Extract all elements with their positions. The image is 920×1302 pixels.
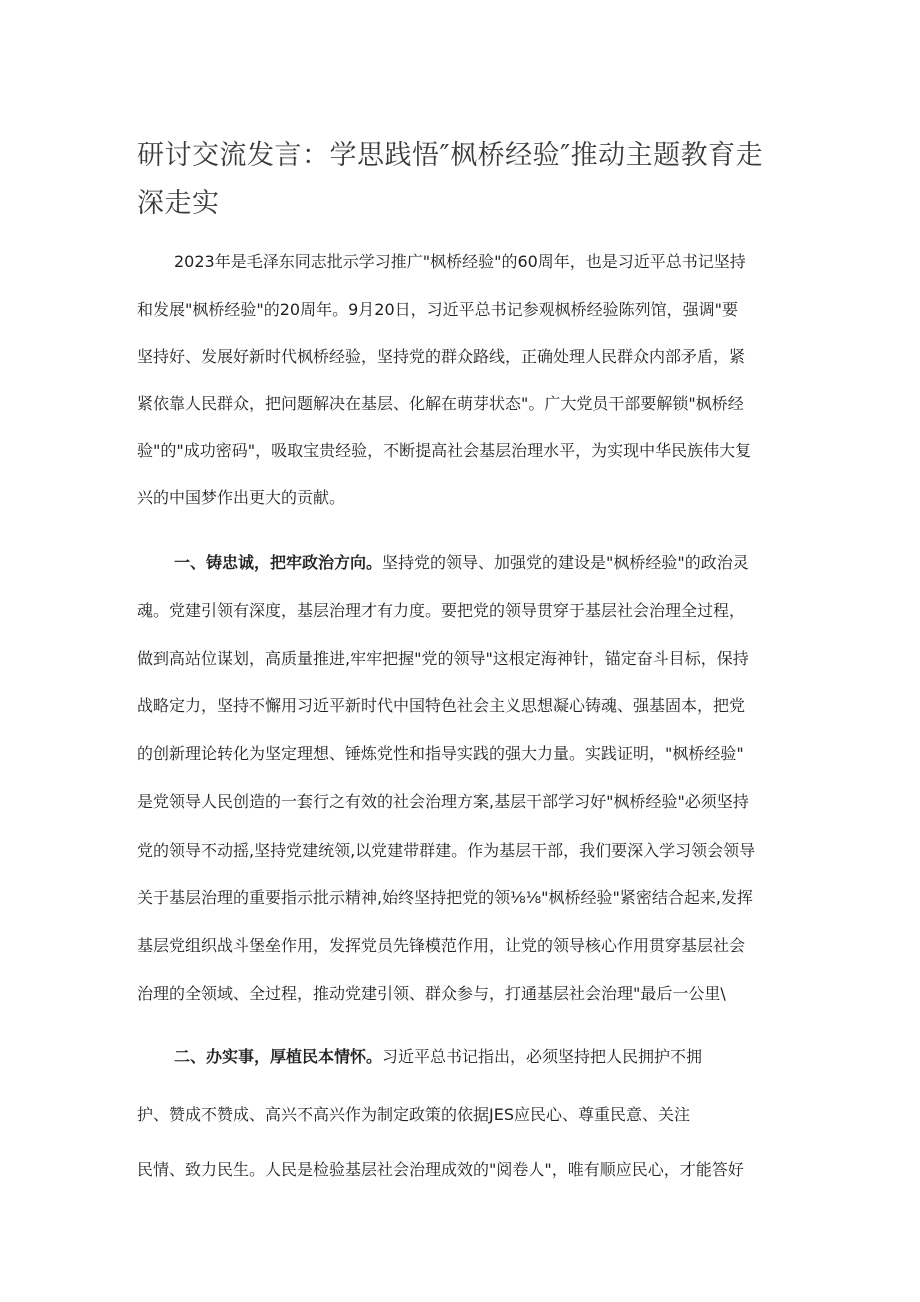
section2-first-line <box>174 1049 797 1065</box>
paragraph1-line-1: 2023年是毛泽东同志批示学习推广"枫桥经验"的60周年，也是习近平总书记坚持 <box>174 252 746 271</box>
section1-line: 关于基层治理的重要指示批示精神,始终坚持把党的领⅛⅛"枫桥经验"紧密结合起来,发挥 <box>137 888 753 907</box>
paragraph1-line-6: 兴的中国梦作出更大的贡献。 <box>137 488 346 507</box>
paragraph1-line-3: 坚持好、发展好新时代枫桥经验，坚持党的群众路线，正确处理人民群众内部矛盾，紧 <box>137 347 746 366</box>
paragraph1-line-2: 和发展"枫桥经验"的20周年。9月20日，习近平总书记参观枫桥经验陈列馆，强调"要 <box>137 300 738 319</box>
section1-heading: 一、铸忠诚，把牢政治方向。 <box>174 553 383 572</box>
section2-heading: 二、办实事，厚植民本情怀。 <box>174 1047 383 1066</box>
section1-first-line-text: 坚持党的领导、加强党的建设是"枫桥经验"的政治灵 <box>382 553 749 572</box>
section1-line: 做到高站位谋划，高质量推进,牢牢把握"党的领导"这根定海神针，锚定奋斗目标，保持 <box>137 649 749 668</box>
section1-first-line <box>174 555 797 571</box>
section1-line: 基层党组织战斗堡垒作用，发挥党员先锋模范作用，让党的领导核心作用贯穿基层社会 <box>137 936 746 955</box>
section2-first-line-text: 习近平总书记指出，必须坚持把人民拥护不拥 <box>382 1047 703 1066</box>
document-title-line-2: 深走实 <box>137 188 220 219</box>
section1-line: 党的领导不动摇,坚持党建统领,以党建带群建。作为基层干部，我们要深入学习领会领导 <box>137 841 756 860</box>
paragraph1-line-5: 验"的"成功密码"，吸取宝贵经验，不断提高社会基层治理水平，为实现中华民族伟大复 <box>137 441 752 460</box>
section1-line: 的创新理论转化为坚定理想、锤炼党性和指导实践的强大力量。实践证明，"枫桥经验" <box>137 744 744 763</box>
document-title-line-1: 研讨交流发言：学思践悟″枫桥经验″推动主题教育走 <box>137 140 764 171</box>
section1-line: 治理的全领域、全过程，推动党建引领、群众参与，打通基层社会治理"最后一公里\ <box>137 984 726 1003</box>
section2-line: 护、赞成不赞成、高兴不高兴作为制定政策的依据JES应民心、尊重民意、关注 <box>137 1105 690 1124</box>
section1-line: 是党领导人民创造的一套行之有效的社会治理方案,基层干部学习好"枫桥经验"必须坚持 <box>137 792 749 811</box>
section1-line: 魂。党建引领有深度，基层治理才有力度。要把党的领导贯穿于基层社会治理全过程， <box>137 601 746 620</box>
paragraph1-line-4: 紧依靠人民群众，把问题解决在基层、化解在萌芽状态"。广大党员干部要解锁"枫桥经 <box>137 394 744 413</box>
section1-line: 战略定力，坚持不懈用习近平新时代中国特色社会主义思想凝心铸魂、强基固本，把党 <box>137 696 746 715</box>
section2-line: 民情、致力民生。人民是检验基层社会治理成效的"阅卷人"，唯有顺应民心，才能答好 <box>137 1160 744 1179</box>
